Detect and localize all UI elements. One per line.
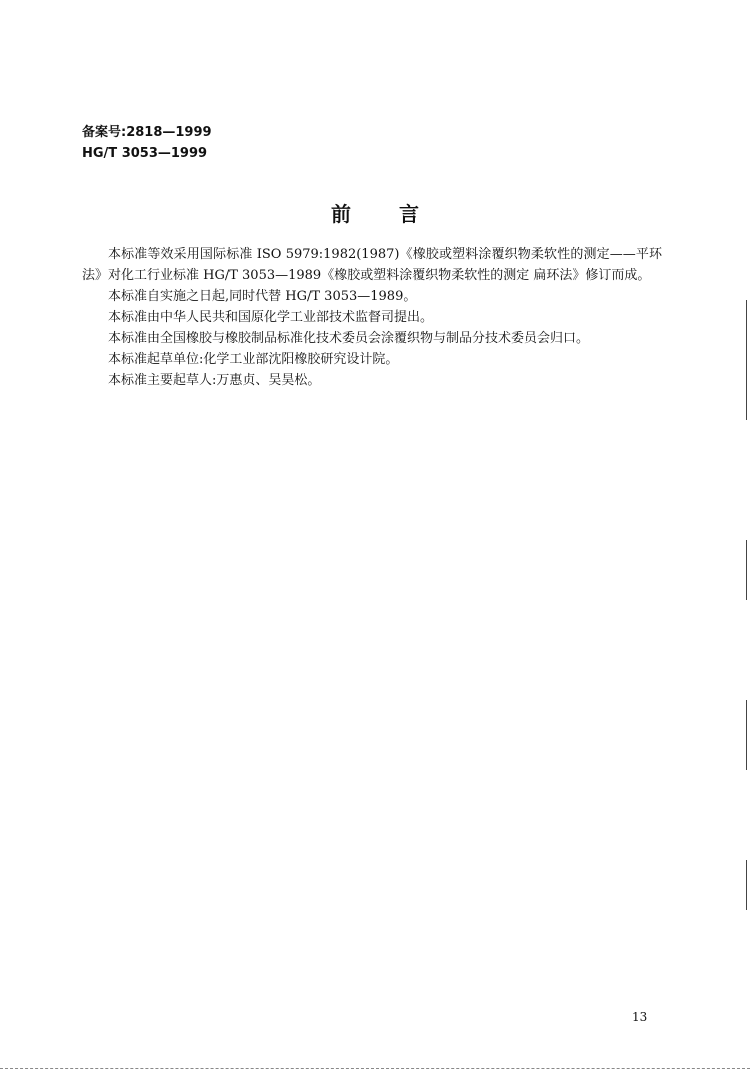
paragraph: 本标准主要起草人:万惠贞、吴昊松。 [108,373,321,388]
record-number: 备案号:2818—1999 [82,125,212,140]
foreword-body [82,244,662,391]
scan-bottom-edge [0,1068,750,1070]
section-title: 前言 [331,202,467,226]
paragraph: 本标准由中华人民共和国原化学工业部技术监督司提出。 [108,310,434,325]
standard-number: HG/T 3053—1999 [82,146,208,161]
paragraph: 本标准自实施之日起,同时代替 HG/T 3053—1989。 [108,289,417,304]
scan-edge-mark [746,300,747,420]
paragraph: 本标准等效采用国际标准 ISO 5979:1982(1987)《橡胶或塑料涂覆织物柔软性的测定——平环法》对化工行业标准 HG/T 3053—1989《橡胶或塑料涂覆织物柔软性的测定 扁环法》修订而成。 [82,247,662,283]
document-header [82,122,212,164]
page-number: 13 [632,1010,648,1024]
paragraph: 本标准由全国橡胶与橡胶制品标准化技术委员会涂覆织物与制品分技术委员会归口。 [108,331,590,346]
scan-edge-mark [746,860,747,910]
paragraph: 本标准起草单位:化学工业部沈阳橡胶研究设计院。 [108,352,399,367]
scan-edge-mark [746,700,747,770]
scan-edge-mark [746,540,747,600]
